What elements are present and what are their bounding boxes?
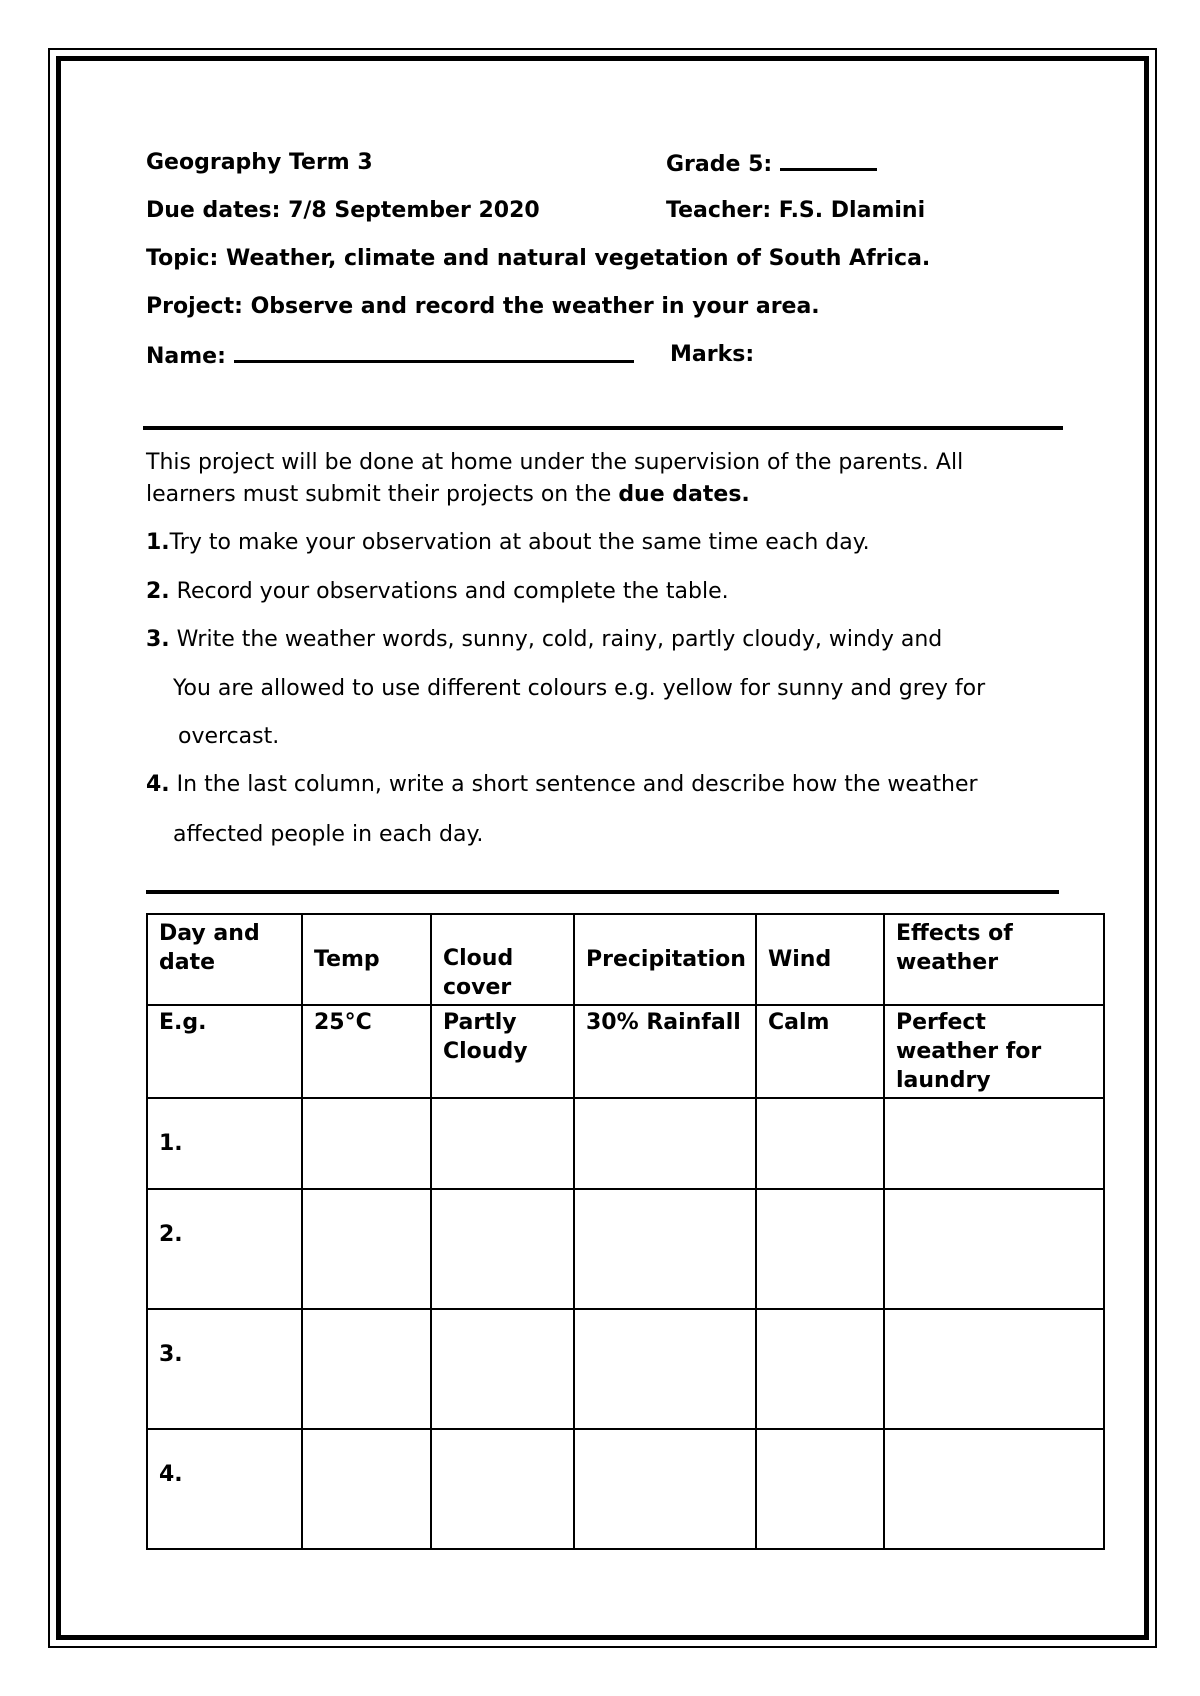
header-effects: Effects of weather [884, 914, 1104, 1005]
intro-emphasis: due dates. [618, 482, 750, 507]
entry-cell[interactable] [756, 1309, 884, 1429]
instruction-text: Write the weather words, sunny, cold, rainy, partly cloudy, windy and [169, 627, 943, 652]
entry-cell[interactable] [574, 1098, 756, 1189]
instruction-3 [146, 625, 942, 655]
row-number: 2. [147, 1189, 302, 1309]
row-number: 3. [147, 1309, 302, 1429]
row-number: 1. [147, 1098, 302, 1189]
grade-blank[interactable] [780, 148, 877, 171]
instruction-number: 3. [146, 627, 170, 652]
subject-title: Geography Term 3 [146, 150, 373, 175]
intro-paragraph [146, 447, 1046, 511]
example-temp: 25°C [302, 1005, 431, 1098]
example-cloud: Partly Cloudy [431, 1005, 574, 1098]
instruction-4 [146, 770, 978, 800]
header-precipitation: Precipitation [574, 914, 756, 1005]
instruction-number: 2. [146, 579, 170, 604]
entry-cell[interactable] [302, 1309, 431, 1429]
name-label: Name: [146, 344, 226, 369]
table-example-row [147, 1005, 1104, 1098]
divider-top [143, 426, 1063, 430]
table-row [147, 1189, 1104, 1309]
entry-cell[interactable] [302, 1429, 431, 1549]
example-day: E.g. [147, 1005, 302, 1098]
grade-field [666, 148, 877, 180]
header-wind: Wind [756, 914, 884, 1005]
divider-bottom [146, 890, 1059, 894]
header-temp: Temp [302, 914, 431, 1005]
entry-cell[interactable] [756, 1189, 884, 1309]
entry-cell[interactable] [574, 1189, 756, 1309]
teacher-name: Teacher: F.S. Dlamini [666, 198, 926, 223]
entry-cell[interactable] [884, 1189, 1104, 1309]
entry-cell[interactable] [431, 1189, 574, 1309]
header-day-date: Day and date [147, 914, 302, 1005]
instruction-number: 1. [146, 530, 170, 555]
topic-line: Topic: Weather, climate and natural vegetation of South Africa. [146, 246, 931, 271]
entry-cell[interactable] [431, 1098, 574, 1189]
instruction-text: Try to make your observation at about the same time each day. [169, 530, 870, 555]
instruction-4-continued: affected people in each day. [173, 822, 484, 847]
name-field [146, 340, 634, 372]
instruction-text: In the last column, write a short sentence and describe how the weather [169, 772, 978, 797]
entry-cell[interactable] [431, 1429, 574, 1549]
instruction-2 [146, 577, 729, 607]
marks-label: Marks: [670, 342, 755, 367]
entry-cell[interactable] [574, 1429, 756, 1549]
header-cloud-cover: Cloud cover [431, 914, 574, 1005]
table-row [147, 1098, 1104, 1189]
entry-cell[interactable] [431, 1309, 574, 1429]
example-wind: Calm [756, 1005, 884, 1098]
instruction-number: 4. [146, 772, 170, 797]
example-precipitation: 30% Rainfall [574, 1005, 756, 1098]
instruction-1 [146, 528, 870, 558]
entry-cell[interactable] [884, 1309, 1104, 1429]
instruction-3-continued-2: overcast. [178, 724, 280, 749]
table-row [147, 1429, 1104, 1549]
intro-text: This project will be done at home under the supervision of the parents. All learners must submit their projects on the [146, 450, 964, 507]
instruction-text: Record your observations and complete the table. [169, 579, 729, 604]
entry-cell[interactable] [884, 1429, 1104, 1549]
entry-cell[interactable] [302, 1189, 431, 1309]
project-line: Project: Observe and record the weather in your area. [146, 294, 820, 319]
table-header-row [147, 914, 1104, 1005]
instruction-3-continued: You are allowed to use different colours e.g. yellow for sunny and grey for [173, 676, 986, 701]
entry-cell[interactable] [756, 1098, 884, 1189]
entry-cell[interactable] [574, 1309, 756, 1429]
grade-label: Grade 5: [666, 152, 773, 177]
entry-cell[interactable] [302, 1098, 431, 1189]
weather-table [146, 913, 1105, 1550]
entry-cell[interactable] [884, 1098, 1104, 1189]
example-effects: Perfect weather for laundry [884, 1005, 1104, 1098]
entry-cell[interactable] [756, 1429, 884, 1549]
name-blank[interactable] [234, 340, 634, 363]
due-dates: Due dates: 7/8 September 2020 [146, 198, 540, 223]
table-row [147, 1309, 1104, 1429]
row-number: 4. [147, 1429, 302, 1549]
